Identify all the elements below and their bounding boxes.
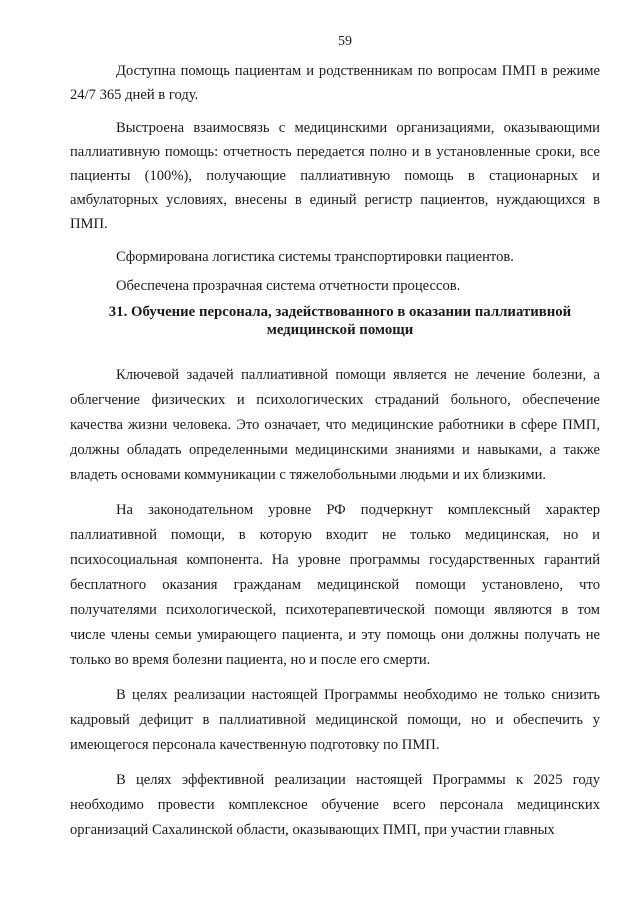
section-heading: 31. Обучение персонала, задействованного в оказании паллиативной медицинской помощи bbox=[108, 304, 572, 338]
section-body bbox=[70, 363, 600, 843]
paragraph-support-availability: Доступна помощь пациентам и родственникам по вопросам ПМП в режиме 24/7 365 дней в году. bbox=[70, 63, 600, 103]
paragraph-reporting-system: Обеспечена прозрачная система отчетности процессов. bbox=[116, 277, 461, 294]
paragraph-staff-shortage: В целях реализации настоящей Программы необходимо не только снизить кадровый дефицит в паллиативной медицинской помощи, но и обеспечить у имеющегося персонала качественную подготовку по ПМП. bbox=[70, 687, 600, 753]
paragraph-legislation: На законодательном уровне РФ подчеркнут комплексный характер паллиативной помощи, в которую входит не только медицинская, но и психосоциальная компонента. На уровне программы государственных гарантий бесплатного оказания гражданам медицинской помощи установлено, что получателями психологической, психотерапевтической помощи являются в том числе члены семьи умирающего пациента, и эту помощь они должны получать не только во время болезни пациента, но и после его смерти. bbox=[70, 502, 600, 668]
summary-section bbox=[70, 60, 600, 298]
paragraph-key-task: Ключевой задачей паллиативной помощи является не лечение болезни, а облегчение физических и психологических страданий больного, обеспечение качества жизни человека. Это означает, что медицинские работники в сфере ПМП, должны обладать определенными медицинскими знаниями и навыками, а также владеть основами коммуникации с тяжелобольными людьми и их близкими. bbox=[70, 367, 600, 483]
page-number: 59 bbox=[338, 34, 352, 49]
paragraph-training-2025: В целях эффективной реализации настоящей Программы к 2025 году необходимо провести комплексное обучение всего персонала медицинских организаций Сахалинской области, оказывающих ПМП, при участии главных bbox=[70, 772, 600, 838]
paragraph-medical-organizations: Выстроена взаимосвязь с медицинскими организациями, оказывающими паллиативную помощь: отчетность передается полно и в установленные сроки, все пациенты (100%), получающие паллиативную помощь в стационарных и амбулаторных условиях, внесены в единый регистр пациентов, нуждающихся в ПМП. bbox=[70, 120, 600, 232]
paragraph-transport-logistics: Сформирована логистика системы транспортировки пациентов. bbox=[116, 249, 514, 265]
